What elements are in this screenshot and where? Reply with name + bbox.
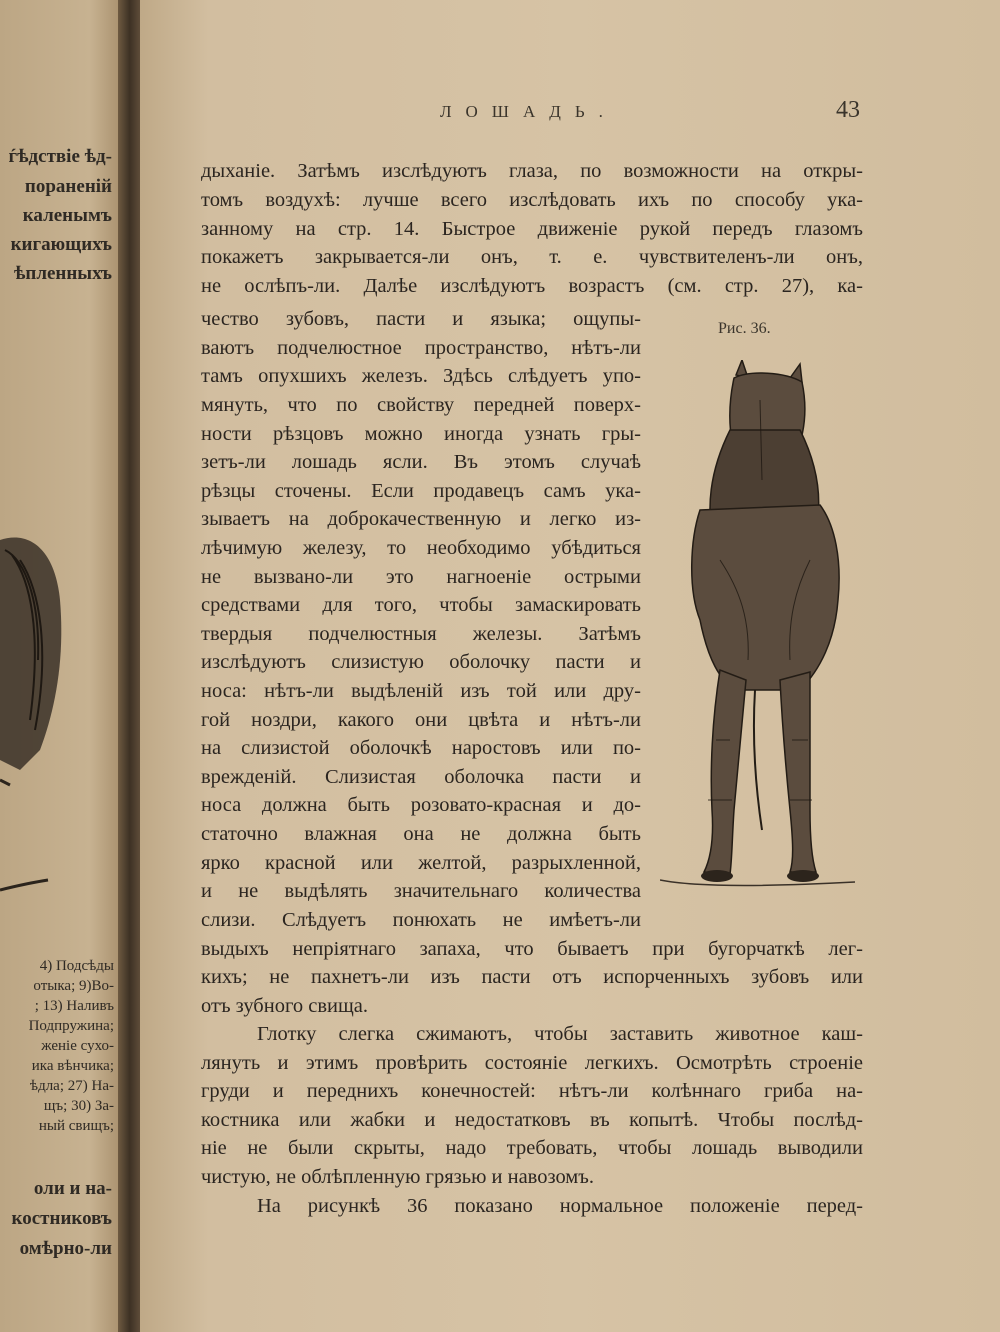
text-line: занному на стр. 14. Быстрое движеніе рукой передъ глазомъ — [201, 218, 863, 240]
text-line: ярко красной или желтой, разрыхленной, — [201, 852, 641, 874]
page-number: 43 — [836, 97, 860, 123]
text-line: зетъ-ли лошадь ясли. Въ этомъ случаѣ — [201, 451, 641, 473]
left-page-line: костниковъ — [11, 1208, 112, 1229]
text-line: ваютъ подчелюстное пространство, нѣтъ-ли — [201, 337, 641, 359]
left-page-line: пораненій — [24, 176, 112, 197]
left-page-line: кигающихъ — [10, 234, 112, 255]
left-page — [0, 0, 128, 1332]
running-title: ЛОШАДЬ. — [440, 102, 617, 121]
text-line: ніе не были скрыты, надо требовать, чтобы лошадь выводили — [201, 1137, 863, 1159]
text-line: гой ноздри, какого они цвѣта и нѣтъ-ли — [201, 709, 641, 731]
left-page-line: каленымъ — [22, 205, 112, 226]
text-line: выдыхъ непріятнаго запаха, что бываетъ при бугорчаткѣ лег- — [201, 938, 863, 960]
text-line: на слизистой оболочкѣ наростовъ или по- — [201, 737, 641, 759]
text-line: носа: нѣтъ-ли выдѣленій изъ той или дру- — [201, 680, 641, 702]
text-line: лянуть и этимъ провѣрить состояніе легкихъ. Осмотрѣть строеніе — [201, 1052, 863, 1074]
text-line: дыханіе. Затѣмъ изслѣдуютъ глаза, по возможности на откры- — [201, 160, 863, 182]
text-line: изслѣдуютъ слизистую оболочку пасти и — [201, 651, 641, 673]
left-page-line: ѣпленныхъ — [13, 263, 112, 284]
text-line: лѣчимую железу, то необходимо убѣдиться — [201, 537, 641, 559]
left-page-line: ѓѣдствіе ѣд- — [8, 146, 112, 167]
text-line: Глотку слегка сжимаютъ, чтобы заставить животное каш- — [257, 1023, 863, 1045]
left-page-legend-line: ика вѣнчика; — [31, 1058, 114, 1074]
text-line: покажетъ закрывается-ли онъ, т. е. чувствителенъ-ли онъ, — [201, 246, 863, 268]
left-page-legend-line: Подпружина; — [28, 1018, 114, 1034]
text-line: рѣзцы сточены. Если продавецъ самъ ука- — [201, 480, 641, 502]
left-page-legend-line: ; 13) Наливъ — [34, 998, 114, 1014]
text-line: слизи. Слѣдуетъ понюхать не имѣетъ-ли — [201, 909, 641, 931]
left-page-legend-line: ѣдла; 27) На- — [29, 1078, 114, 1094]
text-line: и не выдѣлять значительнаго количества — [201, 880, 641, 902]
horse-front-view-illustration — [660, 360, 855, 895]
text-line: отъ зубного свища. — [201, 995, 368, 1017]
text-line: врежденій. Слизистая оболочка пасти и — [201, 766, 641, 788]
text-line: мянуть, что по свойству передней поверх- — [201, 394, 641, 416]
left-page-illustration — [0, 520, 120, 900]
text-line: тамъ опухшихъ железъ. Здѣсь слѣдуетъ упо- — [201, 365, 641, 387]
text-line: кихъ; не пахнетъ-ли изъ пасти отъ испорченныхъ зубовъ или — [201, 966, 863, 988]
text-line: чистую, не облѣпленную грязью и навозомъ. — [201, 1166, 595, 1188]
text-line: На рисункѣ 36 показано нормальное положеніе перед- — [257, 1195, 863, 1217]
left-page-legend-line: женіе сухо- — [41, 1038, 114, 1054]
figure-caption: Рис. 36. — [718, 320, 771, 337]
left-page-legend-line: 4) Подсѣды — [39, 958, 114, 974]
text-line: зываетъ на доброкачественную и легко из- — [201, 508, 641, 530]
text-line: груди и переднихъ конечностей: нѣтъ-ли колѣннаго гриба на- — [201, 1080, 863, 1102]
text-line: не вызвано-ли это нагноеніе острыми — [201, 566, 641, 588]
text-line: твердыя подчелюстныя железы. Затѣмъ — [201, 623, 641, 645]
left-page-line: оли и на- — [33, 1178, 112, 1199]
text-line: не ослѣпъ-ли. Далѣе изслѣдуютъ возрастъ (см. стр. 27), ка- — [201, 275, 863, 297]
text-line: чество зубовъ, пасти и языка; ощупы- — [201, 308, 641, 330]
text-line: статочно влажная она не должна быть — [201, 823, 641, 845]
left-page-legend-line: отыка; 9)Во- — [33, 978, 114, 994]
text-line: костника или жабки и недостатковъ въ копытѣ. Чтобы послѣд- — [201, 1109, 863, 1131]
text-line: средствами для того, чтобы замаскировать — [201, 594, 641, 616]
text-line: ности рѣзцовъ можно иногда узнать гры- — [201, 423, 641, 445]
left-page-line: омѣрно-ли — [19, 1238, 112, 1259]
text-line: томъ воздухѣ: лучше всего изслѣдовать ихъ по способу ука- — [201, 189, 863, 211]
text-line: носа должна быть розовато-красная и до- — [201, 794, 641, 816]
left-page-legend-line: ный свищъ; — [38, 1118, 114, 1134]
left-page-legend-line: щъ; 30) За- — [43, 1098, 114, 1114]
